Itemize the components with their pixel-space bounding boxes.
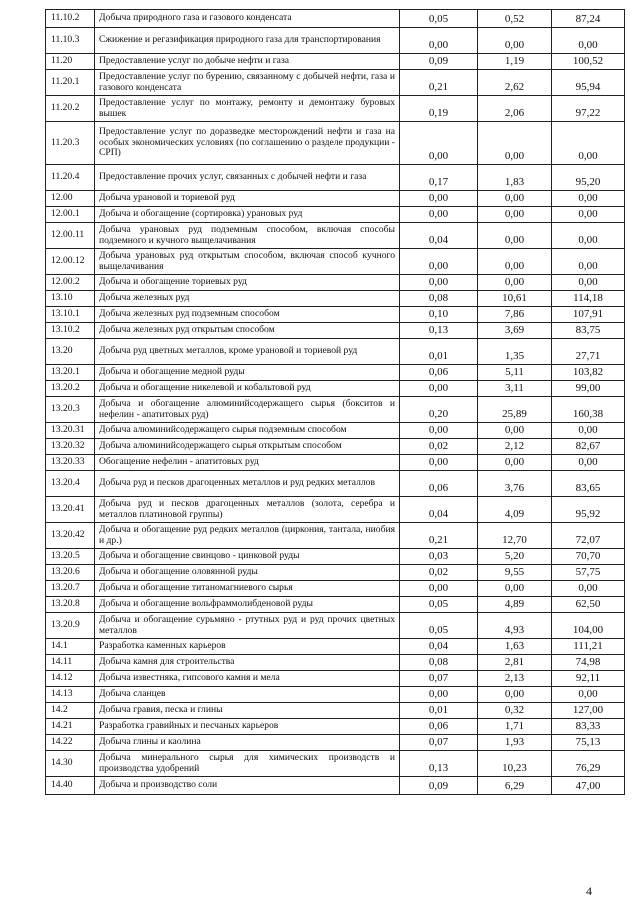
table-row <box>46 54 625 70</box>
description-cell: Добыча гравия, песка и глины <box>95 703 400 719</box>
table-row <box>46 471 625 497</box>
code-cell: 13.20.41 <box>46 497 95 523</box>
value-cell-2: 1,63 <box>478 639 552 655</box>
value-cell-2: 0,00 <box>478 28 552 54</box>
value-cell-2: 5,11 <box>478 365 552 381</box>
value-cell-2: 1,35 <box>478 339 552 365</box>
code-cell: 14.30 <box>46 751 95 777</box>
value-cell-3: 95,94 <box>552 70 625 96</box>
code-cell: 12.00.2 <box>46 275 95 291</box>
description-cell: Добыча алюминийсодержащего сырья подземным способом <box>95 423 400 439</box>
value-cell-2: 2,81 <box>478 655 552 671</box>
description-cell: Сжижение и регазификация природного газа для транспортирования <box>95 28 400 54</box>
value-cell-3: 0,00 <box>552 275 625 291</box>
table-row <box>46 191 625 207</box>
code-cell: 14.11 <box>46 655 95 671</box>
value-cell-3: 107,91 <box>552 307 625 323</box>
value-cell-3: 95,20 <box>552 165 625 191</box>
value-cell-1: 0,21 <box>400 523 478 549</box>
value-cell-2: 1,71 <box>478 719 552 735</box>
value-cell-1: 0,20 <box>400 397 478 423</box>
table-row <box>46 397 625 423</box>
value-cell-2: 0,00 <box>478 275 552 291</box>
value-cell-3: 97,22 <box>552 96 625 122</box>
table-row <box>46 96 625 122</box>
code-cell: 12.00.12 <box>46 249 95 275</box>
description-cell: Добыча и обогащение вольфраммолибденовой руды <box>95 597 400 613</box>
code-cell: 14.13 <box>46 687 95 703</box>
table-row <box>46 28 625 54</box>
value-cell-1: 0,07 <box>400 735 478 751</box>
table-row <box>46 735 625 751</box>
table-row <box>46 523 625 549</box>
description-cell: Добыча и обогащение свинцово - цинковой руды <box>95 549 400 565</box>
description-cell: Добыча и обогащение (сортировка) урановых руд <box>95 207 400 223</box>
value-cell-3: 0,00 <box>552 423 625 439</box>
value-cell-1: 0,00 <box>400 249 478 275</box>
code-cell: 12.00.11 <box>46 223 95 249</box>
value-cell-1: 0,19 <box>400 96 478 122</box>
table-row <box>46 565 625 581</box>
table-row <box>46 323 625 339</box>
value-cell-2: 2,62 <box>478 70 552 96</box>
value-cell-3: 83,65 <box>552 471 625 497</box>
value-cell-2: 0,52 <box>478 10 552 28</box>
description-cell: Добыча и обогащение никелевой и кобальтовой руд <box>95 381 400 397</box>
value-cell-1: 0,04 <box>400 497 478 523</box>
value-cell-3: 82,67 <box>552 439 625 455</box>
value-cell-2: 10,23 <box>478 751 552 777</box>
value-cell-1: 0,03 <box>400 549 478 565</box>
table-row <box>46 639 625 655</box>
value-cell-2: 0,00 <box>478 191 552 207</box>
table-row <box>46 671 625 687</box>
value-cell-2: 1,19 <box>478 54 552 70</box>
value-cell-1: 0,05 <box>400 10 478 28</box>
value-cell-1: 0,06 <box>400 719 478 735</box>
table-row <box>46 70 625 96</box>
value-cell-1: 0,00 <box>400 28 478 54</box>
description-cell: Предоставление услуг по добыче нефти и газа <box>95 54 400 70</box>
code-cell: 13.20.7 <box>46 581 95 597</box>
value-cell-1: 0,05 <box>400 597 478 613</box>
value-cell-3: 70,70 <box>552 549 625 565</box>
value-cell-3: 0,00 <box>552 223 625 249</box>
value-cell-1: 0,07 <box>400 671 478 687</box>
value-cell-3: 76,29 <box>552 751 625 777</box>
description-cell: Добыча руд и песков драгоценных металлов и руд редких металлов <box>95 471 400 497</box>
table-row <box>46 339 625 365</box>
value-cell-2: 3,69 <box>478 323 552 339</box>
value-cell-2: 5,20 <box>478 549 552 565</box>
table-row <box>46 207 625 223</box>
value-cell-1: 0,01 <box>400 339 478 365</box>
code-cell: 12.00.1 <box>46 207 95 223</box>
description-cell: Предоставление услуг по монтажу, ремонту и демонтажу буровых вышек <box>95 96 400 122</box>
value-cell-2: 0,00 <box>478 455 552 471</box>
value-cell-1: 0,13 <box>400 751 478 777</box>
table-row <box>46 365 625 381</box>
description-cell: Добыча и обогащение оловянной руды <box>95 565 400 581</box>
description-cell: Добыча и обогащение алюминийсодержащего сырья (бокситов и нефелин - апатитовых руд) <box>95 397 400 423</box>
code-cell: 13.10.2 <box>46 323 95 339</box>
code-cell: 13.20.42 <box>46 523 95 549</box>
table-body <box>46 10 625 795</box>
value-cell-1: 0,10 <box>400 307 478 323</box>
code-cell: 13.20.33 <box>46 455 95 471</box>
value-cell-1: 0,00 <box>400 191 478 207</box>
value-cell-2: 2,12 <box>478 439 552 455</box>
value-cell-3: 47,00 <box>552 777 625 795</box>
code-cell: 13.10.1 <box>46 307 95 323</box>
value-cell-3: 62,50 <box>552 597 625 613</box>
value-cell-3: 95,92 <box>552 497 625 523</box>
code-cell: 14.1 <box>46 639 95 655</box>
value-cell-2: 3,11 <box>478 381 552 397</box>
value-cell-3: 114,18 <box>552 291 625 307</box>
description-cell: Предоставление услуг по бурению, связанному с добычей нефти, газа и газового конденсата <box>95 70 400 96</box>
value-cell-3: 0,00 <box>552 28 625 54</box>
code-cell: 11.20.4 <box>46 165 95 191</box>
code-cell: 13.20.2 <box>46 381 95 397</box>
code-cell: 14.40 <box>46 777 95 795</box>
value-cell-3: 75,13 <box>552 735 625 751</box>
value-cell-3: 160,38 <box>552 397 625 423</box>
value-cell-2: 6,29 <box>478 777 552 795</box>
value-cell-3: 0,00 <box>552 122 625 165</box>
code-cell: 14.21 <box>46 719 95 735</box>
value-cell-3: 83,33 <box>552 719 625 735</box>
code-cell: 13.20.32 <box>46 439 95 455</box>
description-cell: Добыча минерального сырья для химических производств и производства удобрений <box>95 751 400 777</box>
table-row <box>46 581 625 597</box>
value-cell-1: 0,08 <box>400 291 478 307</box>
table-row <box>46 439 625 455</box>
table-row <box>46 777 625 795</box>
description-cell: Добыча глины и каолина <box>95 735 400 751</box>
value-cell-3: 27,71 <box>552 339 625 365</box>
value-cell-3: 83,75 <box>552 323 625 339</box>
value-cell-2: 4,93 <box>478 613 552 639</box>
value-cell-3: 100,52 <box>552 54 625 70</box>
value-cell-1: 0,00 <box>400 381 478 397</box>
table-row <box>46 275 625 291</box>
code-cell: 13.20.9 <box>46 613 95 639</box>
value-cell-3: 0,00 <box>552 249 625 275</box>
table-row <box>46 455 625 471</box>
description-cell: Предоставление прочих услуг, связанных с добычей нефти и газа <box>95 165 400 191</box>
value-cell-1: 0,04 <box>400 639 478 655</box>
value-cell-2: 9,55 <box>478 565 552 581</box>
code-cell: 11.10.3 <box>46 28 95 54</box>
table-row <box>46 597 625 613</box>
description-cell: Добыча и обогащение медной руды <box>95 365 400 381</box>
description-cell: Добыча урановой и ториевой руд <box>95 191 400 207</box>
value-cell-1: 0,13 <box>400 323 478 339</box>
data-table <box>45 9 625 795</box>
description-cell: Разработка каменных карьеров <box>95 639 400 655</box>
code-cell: 14.2 <box>46 703 95 719</box>
value-cell-2: 10,61 <box>478 291 552 307</box>
value-cell-1: 0,01 <box>400 703 478 719</box>
description-cell: Добыча и производство соли <box>95 777 400 795</box>
code-cell: 11.20.2 <box>46 96 95 122</box>
value-cell-1: 0,06 <box>400 365 478 381</box>
value-cell-2: 25,89 <box>478 397 552 423</box>
value-cell-3: 74,98 <box>552 655 625 671</box>
table-row <box>46 423 625 439</box>
value-cell-2: 0,00 <box>478 122 552 165</box>
value-cell-1: 0,08 <box>400 655 478 671</box>
value-cell-1: 0,00 <box>400 207 478 223</box>
value-cell-3: 57,75 <box>552 565 625 581</box>
value-cell-3: 103,82 <box>552 365 625 381</box>
value-cell-2: 0,00 <box>478 207 552 223</box>
code-cell: 13.20.3 <box>46 397 95 423</box>
value-cell-2: 0,00 <box>478 223 552 249</box>
description-cell: Добыча сланцев <box>95 687 400 703</box>
value-cell-2: 3,76 <box>478 471 552 497</box>
code-cell: 11.20.1 <box>46 70 95 96</box>
value-cell-2: 2,06 <box>478 96 552 122</box>
value-cell-1: 0,17 <box>400 165 478 191</box>
table-row <box>46 719 625 735</box>
table-row <box>46 497 625 523</box>
value-cell-1: 0,00 <box>400 423 478 439</box>
table-row <box>46 223 625 249</box>
value-cell-2: 1,83 <box>478 165 552 191</box>
table-row <box>46 613 625 639</box>
value-cell-2: 2,13 <box>478 671 552 687</box>
value-cell-3: 0,00 <box>552 191 625 207</box>
value-cell-3: 111,21 <box>552 639 625 655</box>
table-row <box>46 381 625 397</box>
table-row <box>46 549 625 565</box>
value-cell-1: 0,09 <box>400 54 478 70</box>
value-cell-3: 72,07 <box>552 523 625 549</box>
value-cell-3: 0,00 <box>552 455 625 471</box>
value-cell-1: 0,00 <box>400 455 478 471</box>
table-row <box>46 122 625 165</box>
code-cell: 13.20.8 <box>46 597 95 613</box>
value-cell-2: 0,00 <box>478 581 552 597</box>
value-cell-3: 92,11 <box>552 671 625 687</box>
value-cell-2: 4,89 <box>478 597 552 613</box>
description-cell: Разработка гравийных и песчаных карьеров <box>95 719 400 735</box>
value-cell-2: 0,00 <box>478 687 552 703</box>
code-cell: 11.20.3 <box>46 122 95 165</box>
code-cell: 13.20 <box>46 339 95 365</box>
table-row <box>46 751 625 777</box>
value-cell-3: 0,00 <box>552 581 625 597</box>
table-row <box>46 687 625 703</box>
value-cell-1: 0,00 <box>400 581 478 597</box>
value-cell-3: 0,00 <box>552 207 625 223</box>
value-cell-1: 0,21 <box>400 70 478 96</box>
value-cell-1: 0,04 <box>400 223 478 249</box>
value-cell-1: 0,00 <box>400 687 478 703</box>
description-cell: Добыча урановых руд открытым способом, включая способ кучного выщелачивания <box>95 249 400 275</box>
code-cell: 14.12 <box>46 671 95 687</box>
value-cell-1: 0,00 <box>400 122 478 165</box>
table-row <box>46 249 625 275</box>
value-cell-1: 0,09 <box>400 777 478 795</box>
value-cell-2: 4,09 <box>478 497 552 523</box>
value-cell-1: 0,06 <box>400 471 478 497</box>
page-number: 4 <box>586 884 592 898</box>
code-cell: 12.00 <box>46 191 95 207</box>
description-cell: Добыча и обогащение титаномагниевого сырья <box>95 581 400 597</box>
value-cell-2: 0,00 <box>478 249 552 275</box>
value-cell-3: 0,00 <box>552 687 625 703</box>
table-row <box>46 291 625 307</box>
value-cell-2: 12,70 <box>478 523 552 549</box>
value-cell-2: 0,32 <box>478 703 552 719</box>
table-row <box>46 165 625 191</box>
value-cell-2: 0,00 <box>478 423 552 439</box>
description-cell: Предоставление услуг по доразведке месторождений нефти и газа на особых экономических условиях (по соглашению о разделе продукции - СРП) <box>95 122 400 165</box>
description-cell: Добыча руд цветных металлов, кроме урановой и ториевой руд <box>95 339 400 365</box>
value-cell-1: 0,02 <box>400 565 478 581</box>
description-cell: Добыча железных руд подземным способом <box>95 307 400 323</box>
value-cell-1: 0,02 <box>400 439 478 455</box>
value-cell-1: 0,05 <box>400 613 478 639</box>
description-cell: Добыча урановых руд подземным способом, включая способы подземного и кучного выщелачивания <box>95 223 400 249</box>
table-row <box>46 703 625 719</box>
value-cell-1: 0,00 <box>400 275 478 291</box>
code-cell: 13.10 <box>46 291 95 307</box>
code-cell: 11.20 <box>46 54 95 70</box>
value-cell-3: 99,00 <box>552 381 625 397</box>
value-cell-3: 87,24 <box>552 10 625 28</box>
description-cell: Добыча и обогащение ториевых руд <box>95 275 400 291</box>
table-row <box>46 307 625 323</box>
value-cell-3: 104,00 <box>552 613 625 639</box>
description-cell: Добыча камня для строительства <box>95 655 400 671</box>
code-cell: 11.10.2 <box>46 10 95 28</box>
description-cell: Добыча руд и песков драгоценных металлов (золота, серебра и металлов платиновой группы) <box>95 497 400 523</box>
description-cell: Добыча железных руд <box>95 291 400 307</box>
value-cell-2: 7,86 <box>478 307 552 323</box>
table-row <box>46 655 625 671</box>
code-cell: 14.22 <box>46 735 95 751</box>
code-cell: 13.20.1 <box>46 365 95 381</box>
description-cell: Добыча известняка, гипсового камня и мела <box>95 671 400 687</box>
value-cell-2: 1,93 <box>478 735 552 751</box>
code-cell: 13.20.6 <box>46 565 95 581</box>
code-cell: 13.20.31 <box>46 423 95 439</box>
description-cell: Добыча железных руд открытым способом <box>95 323 400 339</box>
description-cell: Добыча алюминийсодержащего сырья открытым способом <box>95 439 400 455</box>
description-cell: Добыча и обогащение сурьмяно - ртутных руд и руд прочих цветных металлов <box>95 613 400 639</box>
table-row <box>46 10 625 28</box>
description-cell: Добыча природного газа и газового конденсата <box>95 10 400 28</box>
description-cell: Добыча и обогащение руд редких металлов (циркония, тантала, ниобия и др.) <box>95 523 400 549</box>
code-cell: 13.20.4 <box>46 471 95 497</box>
description-cell: Обогащение нефелин - апатитовых руд <box>95 455 400 471</box>
value-cell-3: 127,00 <box>552 703 625 719</box>
code-cell: 13.20.5 <box>46 549 95 565</box>
